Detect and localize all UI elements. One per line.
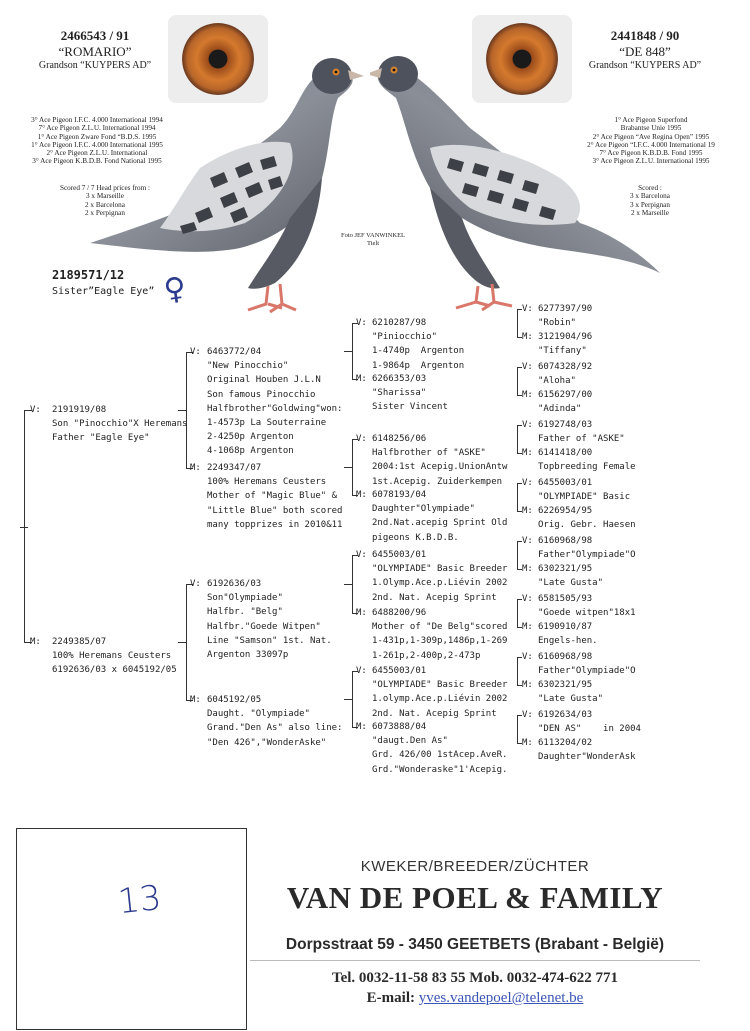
pedigree-text-line: Father"Olympiade"O: [538, 666, 636, 677]
pedigree-text-line: 6192636/03: [207, 579, 262, 589]
pedigree-line: [344, 699, 352, 700]
pedigree-text-line: 2004:1st Acepig.UnionAntw: [372, 462, 508, 473]
gen3-block: [356, 720, 508, 777]
pedigree-text-line: 2nd.Nat.acepig Sprint Old: [372, 518, 508, 529]
parent-tag: V:: [190, 347, 201, 357]
parent-tag: M:: [30, 637, 41, 647]
parent-tag: V:: [356, 666, 367, 676]
pedigree-text-line: 1-4573p La Souterraine: [207, 418, 327, 429]
result-line: 7° Ace Pigeon Z.L.U. International 1994: [38, 124, 156, 133]
pedigree-text-line: 6226954/95: [538, 506, 593, 516]
pedigree-text-line: Sister Vincent: [372, 402, 448, 413]
pedigree-text-line: Engels-hen.: [538, 636, 598, 647]
subject-name: Sister”Eagle Eye”: [52, 286, 155, 297]
pedigree-text-line: 6156297/00: [538, 390, 593, 400]
pedigree-line: [352, 439, 353, 495]
pedigree-line: [352, 323, 353, 379]
dam-block: [30, 635, 177, 678]
pedigree-text-line: Father "Eagle Eye": [52, 433, 150, 444]
pedigree-text-line: Grand."Den As" also line:: [207, 723, 343, 734]
gen3-block: [356, 372, 448, 415]
pedigree-text-line: "Piniocchio": [372, 332, 438, 343]
scored-line: 3 x Marseille: [86, 192, 124, 201]
pedigree-text-line: 6160968/98: [538, 652, 593, 662]
pedigree-text-line: Daught. "Olympiade": [207, 709, 310, 720]
pedigree-text-line: Argenton 33097p: [207, 650, 289, 661]
result-line: 2° Ace Pigeon “Ave Regina Open” 1995: [592, 132, 710, 141]
pedigree-text-line: 6148256/06: [372, 434, 427, 444]
result-line: 3° Ace Pigeon K.B.D.B. Fond National 1995: [32, 157, 162, 166]
pedigree-text-line: 6581505/93: [538, 594, 593, 604]
scored-line: Scored 7 / 7 Head prices from :: [59, 184, 151, 192]
parent-tag: V:: [356, 550, 367, 560]
gen3-block: [356, 432, 508, 489]
pedigree-text-line: 6192634/03: [538, 710, 593, 720]
pedigree-line: [178, 642, 186, 643]
pedigree-line: [517, 715, 518, 743]
pedigree-text-line: 1st.Acepig. Zuiderkempen: [372, 476, 503, 487]
pedigree-text-line: 6113204/02: [538, 738, 593, 748]
gen4-block: [522, 562, 604, 590]
scored-line: Scored :: [638, 184, 662, 192]
gen2-block: [190, 461, 343, 532]
gen4-block: [522, 650, 636, 678]
pedigree-text-line: 6141418/00: [538, 448, 593, 458]
parent-tag: V:: [522, 710, 533, 720]
pedigree-text-line: 6078193/04: [372, 490, 427, 500]
parent-tag: M:: [522, 564, 533, 574]
pedigree-line: [352, 671, 353, 727]
pedigree-text-line: 2-4250p Argenton: [207, 432, 294, 443]
parent-tag: M:: [522, 622, 533, 632]
gen4-block: [522, 504, 636, 532]
pedigree-text-line: Halfbrother"Goldwing"won:: [207, 403, 343, 414]
pedigree-line: [344, 351, 352, 352]
pedigree-line: [352, 555, 353, 613]
footer-tagline: KWEKER/BREEDER/ZÜCHTER: [360, 858, 590, 875]
gen4-block: [522, 620, 598, 648]
pedigree-text-line: 2249347/07: [207, 463, 262, 473]
pedigree-line: [517, 309, 518, 337]
pedigree-text-line: 2nd. Nat. Acepig Sprint: [372, 592, 497, 603]
pedigree-text-line: "daugt.Den As": [372, 736, 448, 747]
pedigree-text-line: "Sharissa": [372, 388, 427, 399]
pedigree-text-line: 6455003/01: [372, 550, 427, 560]
result-line: 1° Ace Pigeon I.F.C. 4.000 International 1995: [31, 140, 163, 149]
pedigree-text-line: Son famous Pinocchio: [207, 389, 316, 400]
parent-tag: V:: [190, 579, 201, 589]
pedigree-text-line: 1-4740p Argenton: [372, 346, 465, 357]
result-line: 1° Ace Pigeon Superfond: [614, 116, 688, 124]
pedigree-text-line: 6266353/03: [372, 374, 427, 384]
parent-tag: V:: [522, 536, 533, 546]
pedigree-text-line: Grd."Wonderaske"1'Acepig.: [372, 764, 508, 775]
pedigree-text-line: 1.olymp.Ace.p.Liévin 2002: [372, 694, 508, 705]
pedigree-text-line: 100% Heremans Ceusters: [52, 651, 172, 662]
parent-tag: V:: [522, 594, 533, 604]
parent-tag: V:: [356, 318, 367, 328]
gen4-block: [522, 330, 593, 358]
gen2-block: [190, 693, 343, 750]
pedigree-text-line: 6190910/87: [538, 622, 593, 632]
pedigree-text-line: 6463772/04: [207, 347, 262, 357]
subject-number: 2189571/12: [52, 268, 125, 282]
left-pigeon-grandson: Grandson “KUYPERS AD”: [38, 60, 152, 71]
pedigree-text-line: Father"Olympiade"O: [538, 550, 636, 561]
pedigree-text-line: 6073888/04: [372, 722, 427, 732]
pedigree-text-line: "New Pinocchio": [207, 361, 289, 372]
parent-tag: V:: [30, 405, 41, 415]
pedigree-text-line: 2191919/08: [52, 405, 107, 415]
pedigree-line: [517, 483, 518, 511]
right-pigeon-number: 2441848 / 90: [610, 28, 680, 43]
handwritten-box: [16, 828, 247, 1030]
pedigree-text-line: 6210287/98: [372, 318, 427, 328]
parent-tag: M:: [522, 738, 533, 748]
gen4-block: [522, 388, 593, 416]
footer-email-label: E-mail:: [366, 990, 415, 1006]
photo-credit-line: Foto JEF VANWINKEL: [340, 232, 406, 239]
right-pigeon-photo: [370, 28, 670, 328]
pedigree-line: [517, 425, 518, 453]
pedigree-text-line: 2249385/07: [52, 637, 107, 647]
handwritten-page-number: 13: [116, 877, 164, 923]
gen4-block: [522, 678, 604, 706]
photo-credit-line: Tielt: [366, 240, 380, 247]
pedigree-text-line: 6455003/01: [538, 478, 593, 488]
parent-tag: M:: [522, 448, 533, 458]
pedigree-text-line: "Late Gusta": [538, 578, 604, 589]
footer-address: Dorpsstraat 59 - 3450 GEETBETS (Brabant - België): [285, 936, 665, 953]
parent-tag: M:: [522, 680, 533, 690]
scored-line: 3 x Perpignan: [630, 200, 670, 209]
parent-tag: M:: [522, 390, 533, 400]
pedigree-line: [517, 541, 518, 569]
pedigree-text-line: Line "Samson" 1st. Nat.: [207, 635, 332, 646]
gen3-block: [356, 548, 508, 605]
pedigree-text-line: "Goede witpen"18x1: [538, 608, 636, 619]
pedigree-text-line: "OLYMPIADE" Basic Breeder: [372, 680, 508, 691]
pedigree-line: [24, 410, 25, 642]
parent-tag: M:: [190, 695, 201, 705]
result-line: 2° Ace Pigeon Z.L.U. International: [46, 149, 148, 158]
left-pigeon-photo: [80, 28, 370, 328]
result-line: 3° Ace Pigeon Z.L.U. International 1995: [592, 157, 710, 166]
pedigree-text-line: Grd. 426/00 1stAcep.AveR.: [372, 750, 508, 761]
pedigree-text-line: "OLYMPIADE" Basic: [538, 492, 631, 503]
footer-divider: [250, 960, 700, 961]
gen3-block: [356, 488, 508, 545]
pedigree-text-line: 1.Olymp.Ace.p.Liévin 2002: [372, 578, 508, 589]
result-line: 2° Ace Pigeon “I.F.C. 4.000 International 19: [587, 140, 715, 149]
parent-tag: V:: [522, 362, 533, 372]
pedigree-text-line: Halfbrother of "ASKE": [372, 448, 486, 459]
pedigree-text-line: 6074328/92: [538, 362, 593, 372]
photo-credit: [318, 232, 428, 248]
footer-phone: Tel. 0032-11-58 83 55 Mob. 0032-474-622 771: [331, 970, 619, 986]
scored-line: 2 x Marseille: [631, 208, 669, 217]
pedigree-text-line: "Den 426","WonderAske": [207, 737, 327, 748]
pedigree-text-line: 6192748/03: [538, 420, 593, 430]
scored-line: 2 x Barcelona: [85, 200, 125, 209]
pedigree-text-line: 3121904/96: [538, 332, 593, 342]
parent-tag: V:: [522, 652, 533, 662]
pedigree-text-line: 4-1068p Argenton: [207, 446, 294, 457]
gen4-block: [522, 418, 625, 446]
gen4-block: [522, 302, 593, 330]
pedigree-text-line: Halfbr. "Belg": [207, 607, 283, 618]
pedigree-text-line: Daughter"Olympiade": [372, 504, 475, 515]
pedigree-text-line: Mother of "Magic Blue" &: [207, 491, 338, 502]
pedigree-text-line: Halfbr."Goede Witpen": [207, 621, 321, 632]
pedigree-line: [517, 657, 518, 685]
pedigree-line: [20, 527, 28, 528]
parent-tag: M:: [356, 608, 367, 618]
pedigree-text-line: Mother of "De Belg"scored: [372, 622, 508, 633]
parent-tag: M:: [522, 506, 533, 516]
footer-email-row: [250, 990, 700, 1007]
left-pigeon-name: “ROMARIO”: [58, 44, 132, 59]
pedigree-text-line: "Late Gusta": [538, 694, 604, 705]
pedigree-line: [517, 599, 518, 627]
pedigree-text-line: 6302321/95: [538, 680, 593, 690]
pedigree-text-line: Topbreeding Female: [538, 462, 636, 473]
pedigree-text-line: 2nd. Nat. Acepig Sprint: [372, 708, 497, 719]
sire-block: [30, 403, 188, 446]
left-pigeon-number: 2466543 / 91: [60, 28, 130, 43]
pedigree-text-line: Original Houben J.L.N: [207, 375, 321, 386]
gen2-block: [190, 577, 332, 662]
gen4-block: [522, 476, 631, 504]
pedigree-line: [344, 584, 352, 585]
gen4-block: [522, 534, 636, 562]
gen4-block: [522, 360, 593, 388]
pedigree-text-line: "Aloha": [538, 376, 576, 387]
pedigree-line: [517, 367, 518, 395]
gen4-block: [522, 592, 636, 620]
pedigree-text-line: Orig. Gebr. Haesen: [538, 520, 636, 531]
pedigree-text-line: many topprizes in 2010&11: [207, 519, 343, 530]
parent-tag: M:: [190, 463, 201, 473]
gen4-block: [522, 708, 641, 736]
parent-tag: M:: [356, 490, 367, 500]
parent-tag: M:: [522, 332, 533, 342]
pedigree-text-line: 6160968/98: [538, 536, 593, 546]
parent-tag: V:: [356, 434, 367, 444]
right-pigeon-name: “DE 848”: [619, 44, 671, 59]
pedigree-text-line: 6455003/01: [372, 666, 427, 676]
gen3-block: [356, 664, 508, 721]
parent-tag: V:: [522, 420, 533, 430]
pedigree-text-line: 100% Heremans Ceusters: [207, 477, 327, 488]
pedigree-text-line: 6277397/90: [538, 304, 593, 314]
gen3-block: [356, 606, 508, 663]
result-line: Brabantse Unie 1995: [620, 124, 682, 133]
scored-line: 2 x Perpignan: [85, 208, 125, 217]
pedigree-text-line: "Adinda": [538, 404, 582, 415]
pedigree-text-line: "Tiffany": [538, 346, 587, 357]
gen3-block: [356, 316, 465, 373]
pedigree-text-line: "Little Blue" both scored: [207, 505, 343, 516]
footer-email-link[interactable]: yves.vandepoel@telenet.be: [418, 990, 584, 1006]
parent-tag: V:: [522, 478, 533, 488]
parent-tag: M:: [356, 374, 367, 384]
pedigree-text-line: 1-261p,2-400p,2-473p: [372, 650, 481, 661]
result-line: 1° Ace Pigeon Zware Fond “B.D.S. 1995: [37, 132, 157, 141]
pedigree-text-line: 1-431p,1-309p,1486p,1-269: [372, 636, 508, 647]
scored-line: 3 x Barcelona: [630, 192, 670, 201]
parent-tag: V:: [522, 304, 533, 314]
pedigree-text-line: 6488200/96: [372, 608, 427, 618]
pedigree-line: [344, 467, 352, 468]
gen4-block: [522, 736, 636, 764]
result-line: 3° Ace Pigeon I.F.C. 4.000 International 1994: [31, 116, 163, 124]
female-sex-mark: ♀: [161, 270, 189, 309]
pedigree-text-line: "DEN AS" in 2004: [538, 724, 641, 735]
gen2-block: [190, 345, 343, 459]
pedigree-text-line: Son"Olympiade": [207, 593, 283, 604]
result-line: 7° Ace Pigeon K.B.D.B. Fond 1995: [599, 149, 703, 158]
pedigree-line: [186, 584, 187, 700]
right-pigeon-grandson: Grandson “KUYPERS AD”: [588, 60, 702, 71]
pedigree-text-line: pigeons K.B.D.B.: [372, 532, 459, 543]
pedigree-text-line: 6192636/03 x 6045192/05: [52, 665, 177, 676]
gen4-block: [522, 446, 636, 474]
pedigree-text-line: 6045192/05: [207, 695, 262, 705]
parent-tag: M:: [356, 722, 367, 732]
pedigree-text-line: Son "Pinocchio"X Heremans: [52, 419, 188, 430]
pedigree-text-line: "OLYMPIADE" Basic Breeder: [372, 564, 508, 575]
pedigree-text-line: 6302321/95: [538, 564, 593, 574]
footer-company-name: VAN DE POEL & FAMILY: [286, 880, 664, 915]
pedigree-text-line: 1-9864p Argenton: [372, 360, 465, 371]
pedigree-text-line: Daughter"WonderAsk: [538, 752, 636, 763]
pedigree-text-line: Father of "ASKE": [538, 434, 625, 445]
pedigree-text-line: "Robin": [538, 318, 576, 329]
